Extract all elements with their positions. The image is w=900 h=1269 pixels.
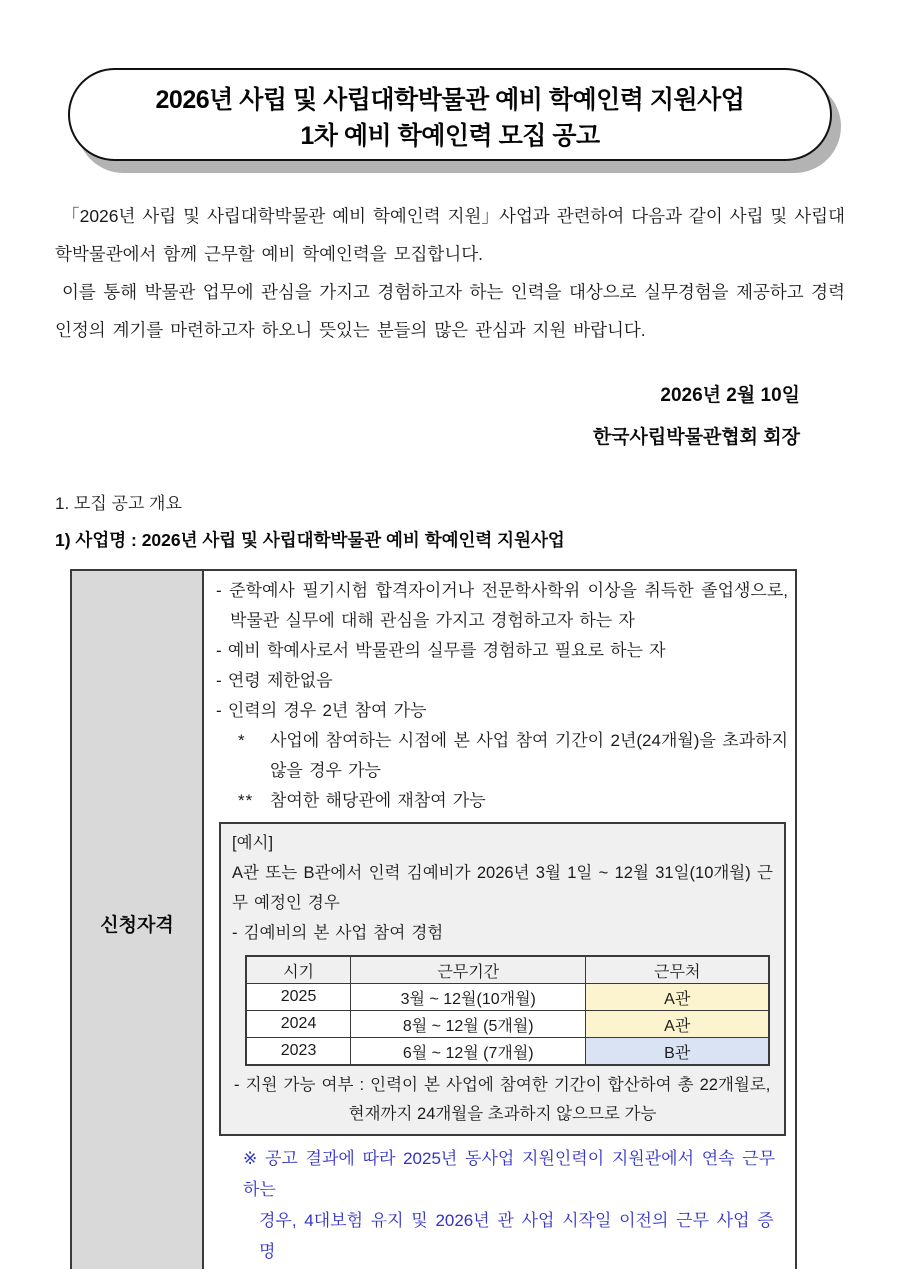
section-subheading: 1) 사업명 : 2026년 사립 및 사립대학박물관 예비 학예인력 지원사업 bbox=[55, 530, 565, 550]
title-line-2: 1차 예비 학예인력 모집 공고 bbox=[300, 122, 600, 150]
cell-duration: 6월 ~ 12월 (7개월) bbox=[351, 1038, 586, 1066]
blue-note bbox=[216, 1143, 788, 1267]
qualification-bullet: - 준학예사 필기시험 합격자이거나 전문학사학위 이상을 취득한 졸업생으로, 박물관 실무에 대해 관심을 가지고 경험하고자 하는 자 bbox=[216, 581, 788, 630]
qualification-bullet: - 인력의 경우 2년 참여 가능 bbox=[216, 701, 427, 720]
example-result-line-2: 현재까지 24개월을 초과하지 않으므로 가능 bbox=[348, 1105, 657, 1123]
section-heading: 1. 모집 공고 개요 bbox=[55, 494, 182, 513]
example-box bbox=[219, 822, 786, 1136]
star-note bbox=[216, 726, 788, 786]
example-sub: - 김예비의 본 사업 참여 경험 bbox=[232, 924, 444, 942]
header-period: 시기 bbox=[246, 956, 351, 984]
header-duration: 근무기간 bbox=[351, 956, 586, 984]
cell-period: 2025 bbox=[246, 984, 351, 1011]
star-note-text: 참여한 해당관에 재참여 가능 bbox=[270, 791, 486, 810]
qualification-bullet: - 예비 학예사로서 박물관의 실무를 경험하고 필요로 하는 자 bbox=[216, 641, 666, 660]
experience-table bbox=[245, 955, 770, 1066]
cell-place: B관 bbox=[586, 1038, 769, 1066]
cell-period: 2024 bbox=[246, 1011, 351, 1038]
star-note-marker: ** bbox=[238, 791, 254, 810]
signoff-organization: 한국사립박물관협회 회장 bbox=[592, 427, 800, 448]
title-line-1: 2026년 사립 및 사립대학박물관 예비 학예인력 지원사업 bbox=[155, 86, 745, 114]
example-tag: [예시] bbox=[232, 834, 274, 852]
star-note-marker: * bbox=[238, 731, 246, 750]
cell-place: A관 bbox=[586, 1011, 769, 1038]
cell-duration: 3월 ~ 12월(10개월) bbox=[351, 984, 586, 1011]
cell-duration: 8월 ~ 12월 (5개월) bbox=[351, 1011, 586, 1038]
example-result-line-1: - 지원 가능 여부 : 인력이 본 사업에 참여한 기간이 합산하여 총 22개월로, bbox=[234, 1076, 771, 1094]
example-intro: A관 또는 B관에서 인력 김예비가 2026년 3월 1일 ~ 12월 31일(10개월) 근무 예정인 경우 bbox=[232, 864, 773, 912]
intro-paragraph-2: 이를 통해 박물관 업무에 관심을 가지고 경험하고자 하는 인력을 대상으로 실무경험을 제공하고 경력 인정의 계기를 마련하고자 하오니 뜻있는 분들의 많은 관심과 지원 바랍니다. bbox=[55, 282, 845, 340]
signoff-block bbox=[55, 375, 845, 459]
qualification-content-cell bbox=[204, 571, 795, 1269]
header-place: 근무처 bbox=[586, 956, 769, 984]
cell-place: A관 bbox=[586, 984, 769, 1011]
star-note bbox=[216, 786, 788, 816]
cell-period: 2023 bbox=[246, 1038, 351, 1066]
blue-note-line-1: ※ 공고 결과에 따라 2025년 동사업 지원인력이 지원관에서 연속 근무하는 bbox=[243, 1149, 776, 1199]
table-row bbox=[246, 1038, 769, 1066]
blue-note-line-2: 경우, 4대보험 유지 및 2026년 관 사업 시작일 이전의 근무 사업 증명 bbox=[259, 1211, 774, 1261]
qualification-table bbox=[70, 569, 797, 1269]
intro-paragraph-1: 「2026년 사립 및 사립대학박물관 예비 학예인력 지원」사업과 관련하여 다음과 같이 사립 및 사립대학박물관에서 함께 근무할 예비 학예인력을 모집합니다. bbox=[55, 206, 845, 264]
qualification-row-label: 신청자격 bbox=[72, 571, 204, 1269]
signoff-date: 2026년 2월 10일 bbox=[660, 385, 800, 406]
qualification-bullet: - 연령 제한없음 bbox=[216, 671, 333, 690]
table-row bbox=[246, 984, 769, 1011]
title-box bbox=[68, 68, 832, 161]
table-row bbox=[246, 1011, 769, 1038]
experience-table-header-row bbox=[246, 956, 769, 984]
star-note-text: 사업에 참여하는 시점에 본 사업 참여 기간이 2년(24개월)을 초과하지 않을 경우 가능 bbox=[270, 731, 788, 780]
